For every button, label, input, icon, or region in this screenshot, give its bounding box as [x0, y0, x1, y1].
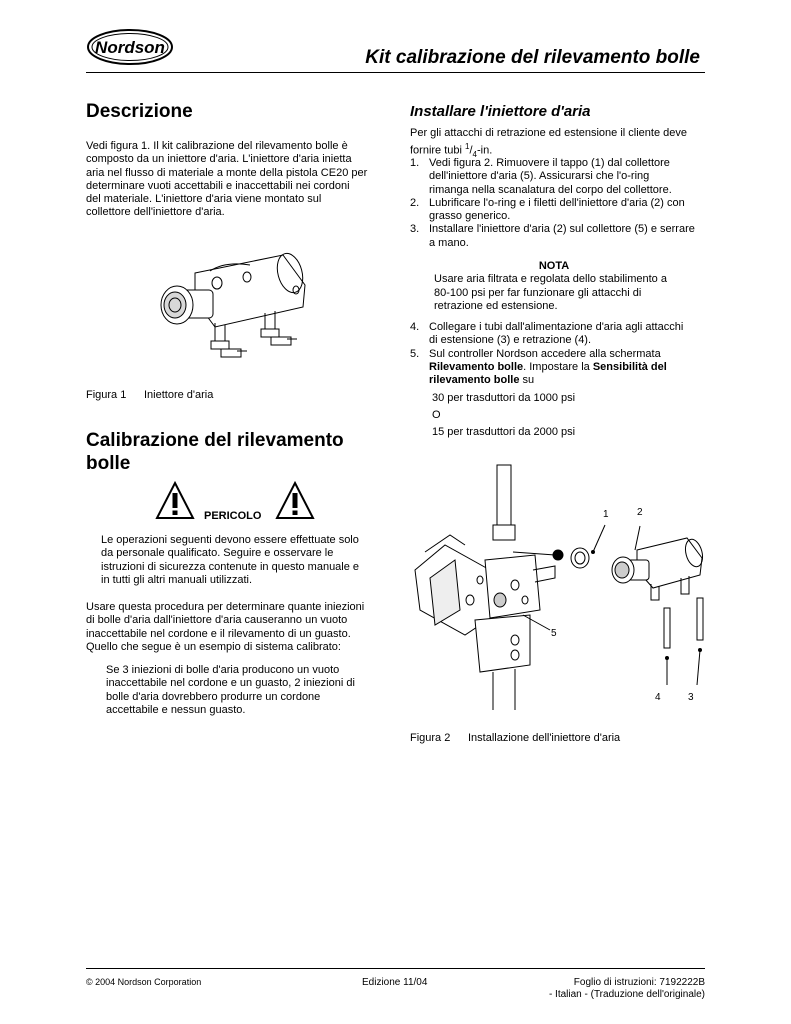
figure-number: Figura 2 [410, 732, 451, 744]
description-paragraph [86, 140, 386, 220]
install-steps-4-5 [410, 321, 710, 387]
heading-descrizione: Descrizione [86, 101, 193, 122]
text-line: Per gli attacchi di retrazione ed estensione il cliente deve [410, 127, 687, 139]
example-paragraph [106, 664, 386, 717]
text-line: a mano. [429, 236, 469, 249]
fraction-denominator: 4 [472, 150, 477, 160]
callout-1: 1 [603, 509, 609, 520]
procedure-paragraph [86, 601, 386, 654]
text-line: Collegare i tubi dall'alimentazione d'aria agli attacchi [429, 321, 684, 333]
footer-copyright: © 2004 Nordson Corporation [86, 977, 202, 987]
callout-4: 4 [655, 692, 661, 703]
setting-2000psi: 15 per trasduttori da 2000 psi [432, 426, 576, 438]
text-line: Installare l'iniettore d'aria (2) sul collettore (5) e serrare [429, 223, 695, 236]
text-line: Usare aria filtrata e regolata dello stabilimento a [434, 273, 667, 286]
text-line: Quello che segue è un esempio di sistema calibrato: [86, 640, 341, 653]
callout-3: 3 [688, 692, 694, 703]
note-title: NOTA [538, 260, 570, 272]
warning-banner [155, 481, 315, 521]
text-line [429, 374, 710, 387]
footer-sheet-info [549, 977, 705, 1001]
note-block [434, 260, 674, 313]
fraction-numerator: 1 [465, 142, 470, 152]
ui-term: Sensibilità del [592, 360, 667, 373]
step-item [410, 321, 710, 348]
text-line: rimanga nella scanalatura del corpo del collettore. [429, 183, 672, 196]
figure-caption-text: Installazione dell'iniettore d'aria [468, 732, 621, 744]
text-line: accettabile e nessun guasto. [106, 703, 246, 716]
heading-line: bolle [86, 453, 131, 474]
text-span: su [519, 374, 535, 387]
step-item [410, 157, 710, 197]
step-number: 5. [410, 347, 420, 360]
text-line: di bolle d'aria dall'iniettore d'aria causeranno un vuoto [86, 614, 348, 627]
step-number: 2. [410, 196, 420, 209]
logo-text: Nordson [95, 38, 165, 57]
figure-caption-text: Iniettore d'aria [144, 389, 214, 401]
text-line: retrazione ed estensione. [434, 299, 558, 312]
install-steps-1-3 [410, 157, 710, 250]
text-line: Le operazioni seguenti devono essere effettuate solo [101, 534, 359, 546]
text-line: determinare vuoti accettabili e inaccettabili nei cordoni [86, 179, 350, 192]
figure-number: Figura 1 [86, 389, 127, 401]
figure-1-air-injector-drawing [155, 245, 330, 365]
text-span: . Impostare la [523, 360, 593, 373]
footer-edition: Edizione 11/04 [362, 977, 428, 988]
step-number: 4. [410, 321, 420, 333]
text-line: composto da un iniettore d'aria. L'iniettore d'aria inietta [86, 153, 352, 166]
figure-1-caption [86, 389, 213, 401]
text-line: aria nel flusso di materiale a monte della pistola CE20 per [86, 166, 368, 179]
text-line: inaccettabile nel cordone e un guasto, 2 iniezioni di [106, 677, 355, 690]
page-title: Kit calibrazione del rilevamento bolle [365, 47, 700, 68]
warning-triangle-icon [155, 481, 195, 521]
callout-5: 5 [551, 628, 557, 639]
sheet-language: - Italian - (Traduzione dell'originale) [548, 989, 705, 1000]
figure-2-caption [410, 732, 620, 744]
fraction-slash: / [469, 144, 473, 157]
ui-term: Rilevamento bolle [429, 360, 524, 373]
text-line: bolle d'aria dovrebbero produrre un cordone [106, 690, 321, 703]
step-number: 1. [410, 157, 420, 169]
text-line: del materiale. L'iniettore d'aria viene montato sul [86, 193, 322, 206]
text-line: istruzioni di sicurezza contenute in questo manuale e [101, 560, 360, 573]
sheet-number: Foglio di istruzioni: 7192222B [573, 977, 705, 988]
setting-1000psi: 30 per trasduttori da 1000 psi [432, 392, 576, 404]
warning-triangle-icon [275, 481, 315, 521]
header-rule [86, 72, 705, 73]
text-line: Vedi figura 1. Il kit calibrazione del rilevamento bolle è [86, 140, 348, 152]
step-item [410, 348, 710, 388]
text-line: di estensione (3) e retrazione (4). [429, 334, 592, 347]
text-line: in tutti gli altri manuali utilizzati. [101, 573, 253, 586]
step-number: 3. [410, 223, 420, 236]
setting-or: O [432, 409, 441, 421]
text-line: 80-100 psi per far funzionare gli attacchi di [434, 286, 642, 299]
text-line: Sul controller Nordson accedere alla schermata [429, 347, 661, 360]
heading-installare: Installare l'iniettore d'aria [410, 103, 591, 120]
step-item [410, 223, 710, 250]
warning-label: PERICOLO [204, 510, 262, 522]
text-line: Vedi figura 2. Rimuovere il tappo (1) dal collettore [429, 157, 670, 169]
step-item [410, 197, 710, 224]
nordson-logo [86, 27, 174, 67]
text-line: Lubrificare l'o-ring e i filetti dell'iniettore d'aria (2) con [429, 196, 685, 209]
text-span: fornire tubi [410, 144, 466, 157]
text-line: collettore dell'iniettore d'aria. [86, 206, 225, 219]
figure-2-installation-drawing [405, 460, 715, 710]
callout-2: 2 [637, 507, 643, 518]
footer-rule [86, 968, 705, 969]
heading-line: Calibrazione del rilevamento [86, 430, 344, 451]
text-line: Se 3 iniezioni di bolle d'aria producono un vuoto [106, 664, 340, 676]
text-line: dell'iniettore d'aria (5). Assicurarsi che l'o-ring [429, 170, 650, 183]
text-line: grasso generico. [429, 210, 511, 223]
text-line [429, 361, 710, 374]
text-line: Usare questa procedura per determinare quante iniezioni [86, 601, 365, 613]
warning-paragraph [101, 534, 391, 587]
text-span: -in. [477, 144, 493, 157]
heading-calibrazione [86, 429, 344, 475]
text-line: inaccettabile nel cordone e il rilevamento di un guasto. [86, 627, 351, 640]
text-line: da personale qualificato. Seguire e osservare le [101, 547, 334, 560]
ui-term: rilevamento bolle [429, 374, 520, 387]
